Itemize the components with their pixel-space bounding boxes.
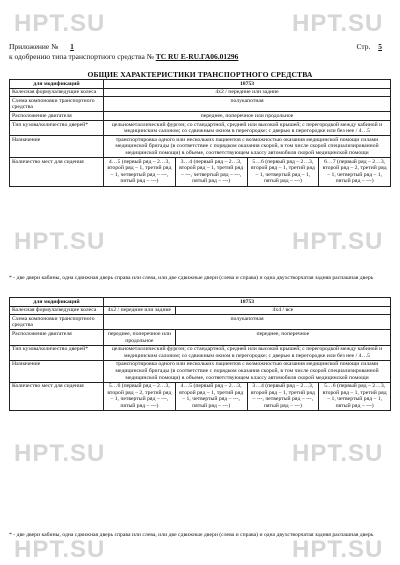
row-value: 4х2 / передние или задние <box>104 88 391 97</box>
seats-value: 5…6 (первый ряд – 2…3, второй ряд – 1, третий ряд – 1, четвертый ряд – 1, пятый ряд – ---) <box>247 158 319 186</box>
characteristics-table-2 <box>9 297 391 411</box>
table-row <box>10 121 391 136</box>
row-value: транспортировка одного или нескольких пациентов с возможностью оказания медицинской помощи силами медицинской бригады (в соответствие с порядком оказания скорой, в том числе скорой специализированной медицинской помощи) в объеме, соответствующем классу автомобиля скорой медицинской помощи <box>104 360 391 382</box>
row-label: Количество мест для сидения <box>10 382 104 410</box>
table-row <box>10 360 391 382</box>
row-label: Расположение двигателя <box>10 330 104 345</box>
watermark: HPT.SU <box>14 440 106 467</box>
table-row <box>10 306 391 315</box>
appendix-number: 1 <box>70 42 74 51</box>
row-label: Тип кузова/количество дверей* <box>10 121 104 136</box>
row-label: Колесная формула/ведущие колеса <box>10 88 104 97</box>
watermark: HPT.SU <box>292 536 384 563</box>
watermark: HPT.SU <box>292 440 384 467</box>
modification-header-value: 18753 <box>104 298 391 307</box>
document-header <box>9 42 388 61</box>
table-row <box>10 88 391 97</box>
row-label: Назначение <box>10 360 104 382</box>
modification-header-label: для модификаций <box>10 298 104 307</box>
watermark: HPT.SU <box>292 10 384 37</box>
row-label: Схема компоновки транспортного средства <box>10 315 104 330</box>
row-label: Расположение двигателя <box>10 112 104 121</box>
modification-header-value: 18753 <box>104 80 391 89</box>
table-header-row <box>10 80 391 89</box>
row-value: переднее, поперечное <box>175 330 390 345</box>
row-value: полукапотная <box>104 315 391 330</box>
footnote: * - две двери кабины, одна сдвижная дверь справа или слева, или две сдвижные двери (слева и справа) и одна двухстворчатая задняя распашная дверь <box>9 532 374 538</box>
row-label: Тип кузова/количество дверей* <box>10 345 104 360</box>
row-label: Назначение <box>10 136 104 158</box>
modification-header-label: для модификаций <box>10 80 104 89</box>
row-label: Схема компоновки транспортного средства <box>10 97 104 112</box>
table-row <box>10 97 391 112</box>
table-row <box>10 345 391 360</box>
row-label: Колесная формула/ведущие колеса <box>10 306 104 315</box>
seats-value: 3…4 (первый ряд – 2…3, второй ряд – 1, третий ряд – ---, четвертый ряд – ---, пятый ряд – ---) <box>247 382 319 410</box>
approval-number: ТС RU E-RU.ГА06.01296 <box>155 52 239 61</box>
row-value: цельнометаллический фургон; со стандартной, средней или высокой крышей; с перегородкой между кабиной и медицинским салоном; со сдвижным окном в перегородке; с дверью в перегородке или без нее / 4…5 <box>104 121 391 136</box>
table-row <box>10 315 391 330</box>
seats-value: 4…5 (первый ряд – 2…3, второй ряд – 1, третий ряд – 1, четвертый ряд – ---, пятый ряд – ---) <box>104 158 176 186</box>
row-value: 4х4 / все <box>175 306 390 315</box>
seats-value: 5…6 (первый ряд – 2…3, второй ряд – 2, третий ряд – 1, четвертый ряд – ---, пятый ряд – ---) <box>104 382 176 410</box>
row-value: цельнометаллический фургон; со стандартной, средней или высокой крышей; с перегородкой между кабиной и медицинским салоном; со сдвижным окном в перегородке; с дверью в перегородке или без нее / 4…5 <box>104 345 391 360</box>
row-value: транспортировка одного или нескольких пациентов с возможностью оказания медицинской помощи силами медицинской бригады (в соответствие с порядком оказания скорой, в том числе скорой специализированной медицинской помощи) в объеме, соответствующем классу автомобиля скорой медицинской помощи <box>104 136 391 158</box>
watermark: HPT.SU <box>14 536 106 563</box>
page-label: Стр. <box>356 42 371 51</box>
seats-value: 3…4 (первый ряд – 2…3, второй ряд – 1, третий ряд – ---, четвертый ряд – ---, пятый ряд – ---) <box>175 158 247 186</box>
row-label: Количество мест для сидения <box>10 158 104 186</box>
approval-text: к одобрению типа транспортного средства № <box>9 52 154 61</box>
row-value: переднее, поперечное или продольное <box>104 112 391 121</box>
table-header-row <box>10 298 391 307</box>
seats-value: 6…7 (первый ряд – 2…3, второй ряд – 2, третий ряд – 1, четвертый ряд – 1, пятый ряд – ---) <box>319 158 391 186</box>
row-value: переднее, поперечное или продольное <box>104 330 176 345</box>
appendix-line <box>9 42 84 51</box>
watermark: HPT.SU <box>292 228 384 255</box>
characteristics-table-1 <box>9 79 391 187</box>
table-row <box>10 136 391 158</box>
row-value: полукапотная <box>104 97 391 112</box>
seats-value: 4…5 (первый ряд – 2…3, второй ряд – 1, третий ряд – 1, четвертый ряд – ---, пятый ряд – ---) <box>175 382 247 410</box>
watermark: HPT.SU <box>14 10 106 37</box>
page-line <box>356 42 388 51</box>
page-title: ОБЩИЕ ХАРАКТЕРИСТИКИ ТРАНСПОРТНОГО СРЕДСТВА <box>87 70 313 79</box>
table-row <box>10 330 391 345</box>
watermark: HPT.SU <box>14 228 106 255</box>
appendix-label: Приложение № <box>9 42 59 51</box>
row-value: 4х2 / передние или задние <box>104 306 176 315</box>
seats-value: 5…6 (первый ряд – 2…3, второй ряд – 1, третий ряд – 1, четвертый ряд – 1, пятый ряд – ---) <box>319 382 391 410</box>
page-number: 5 <box>378 42 382 51</box>
table-row <box>10 158 391 186</box>
approval-line <box>9 52 388 61</box>
table-row <box>10 382 391 410</box>
footnote: * - две двери кабины, одна сдвижная дверь справа или слева, или две сдвижные двери (слева и справа) и одна двухстворчатая задняя распашная дверь <box>9 275 374 281</box>
table-row <box>10 112 391 121</box>
